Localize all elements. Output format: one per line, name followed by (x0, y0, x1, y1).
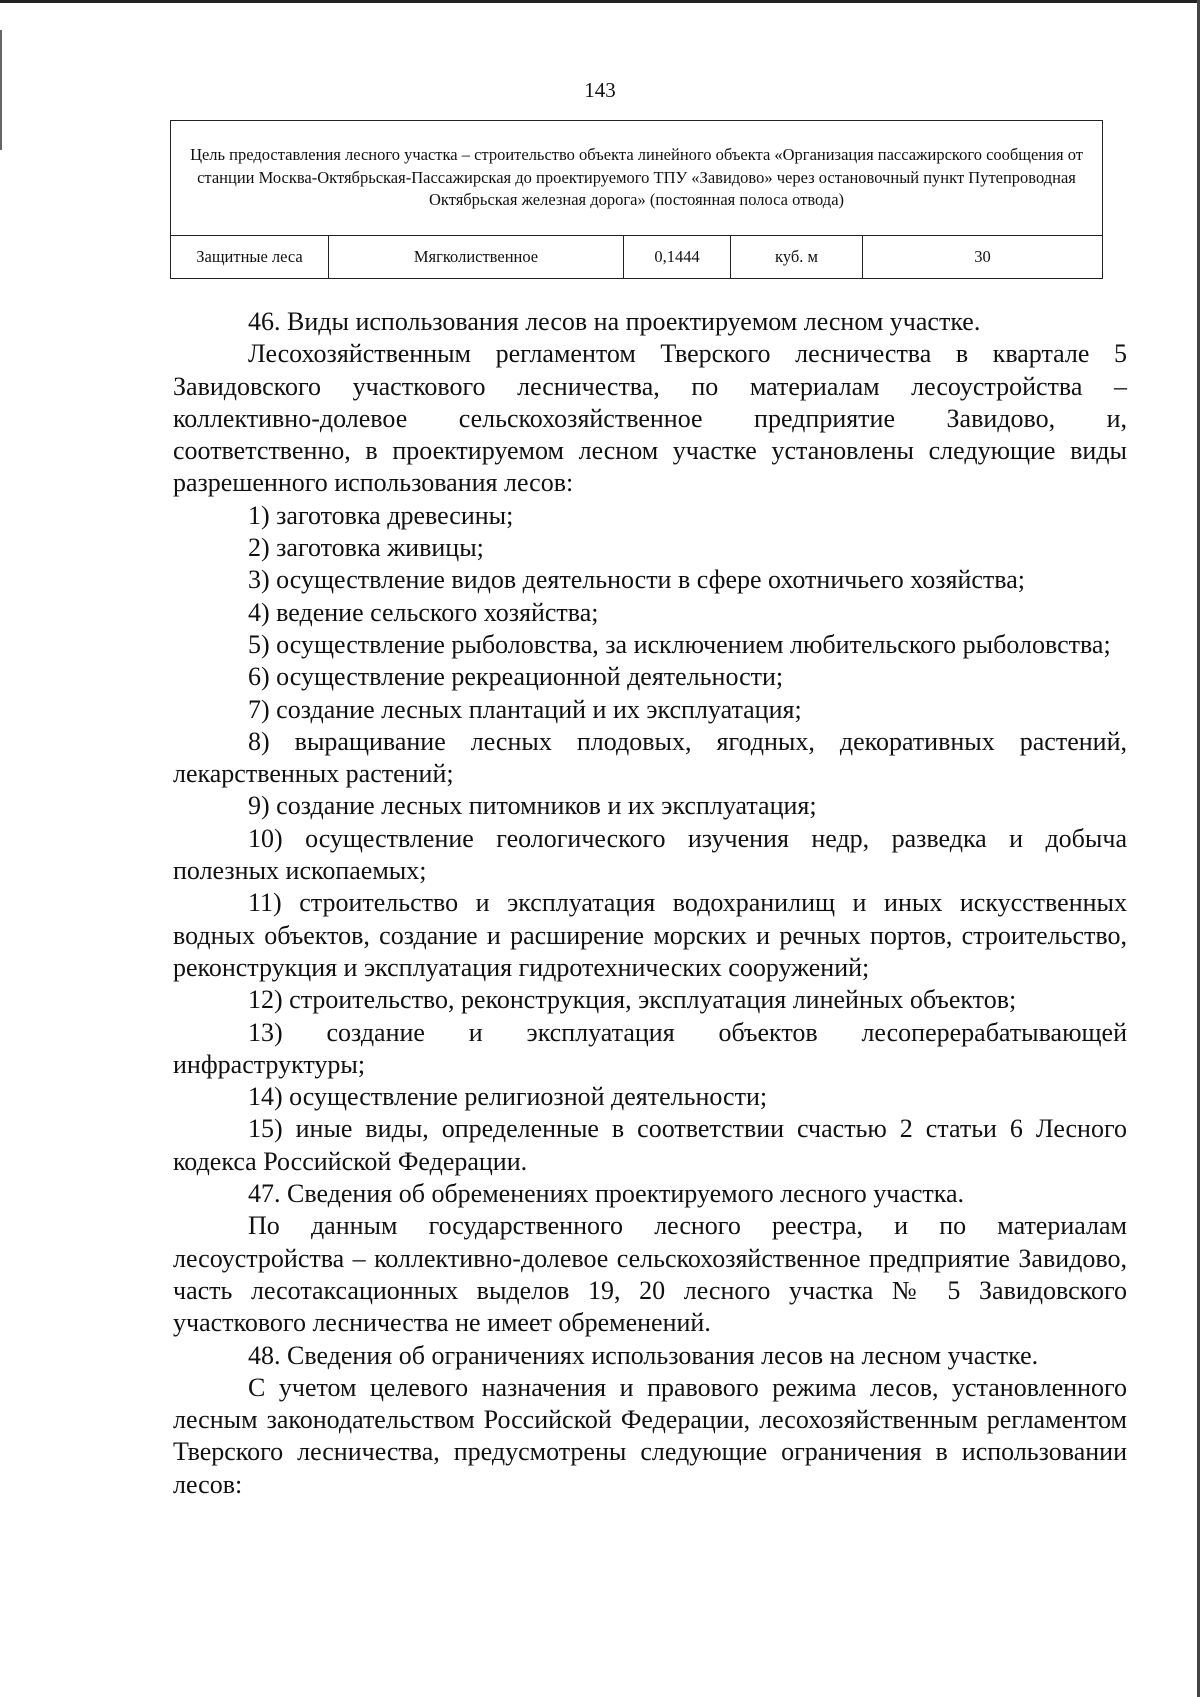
list-item: 12) строительство, реконструкция, эксплуатация линейных объектов; (248, 985, 1017, 1015)
volume-cell: 0,1444 (624, 236, 731, 279)
list-item: 2) заготовка живицы; (248, 533, 484, 563)
list-item: 4) ведение сельского хозяйства; (248, 597, 599, 627)
table-row (171, 236, 1103, 279)
list-item: 6) осуществление рекреационной деятельности; (248, 662, 784, 692)
document-body (173, 306, 1127, 1501)
unit-cell: куб. м (731, 236, 863, 279)
page-border-top (0, 0, 1200, 3)
page-number: 143 (584, 78, 616, 102)
paragraph: С учетом целевого назначения и правового режима лесов, установленного лесным законодательством Российской Федерации, лесохозяйственным регламентом Тверского лесничества, предусмотрены следующие ограничения в использовании лесов: (173, 1372, 1127, 1499)
list-item: 1) заготовка древесины; (248, 500, 514, 530)
species-cell: Мягколиственное (329, 236, 624, 279)
list-item: 8) выращивание лесных плодовых, ягодных, декоративных растений, лекарственных растений; (173, 726, 1127, 789)
forest-info-table (170, 120, 1103, 279)
section-heading-48: 48. Сведения об ограничениях использования лесов на лесном участке. (248, 1340, 1039, 1370)
table-purpose-cell: Цель предоставления лесного участка – строительство объекта линейного объекта «Организация пассажирского сообщения от станции Москва-Октябрьская-Пассажирская до проектируемого ТПУ «Завидово» через остановочный пункт Путепроводная Октябрьская железная дорога» (постоянная полоса отвода) (171, 121, 1103, 236)
list-item: 15) иные виды, определенные в соответствии счастью 2 статьи 6 Лесного кодекса Российской Федерации. (173, 1114, 1127, 1176)
forest-category-cell: Защитные леса (171, 236, 329, 279)
paragraph: По данным государственного лесного реестра, и по материалам лесоустройства – коллективно-долевое сельскохозяйственное предприятие Завидово, часть лесотаксационных выделов 19, 20 лесного участка № 5 Завидовского участкового лесничества не имеет обременений. (173, 1211, 1127, 1338)
list-item: 11) строительство и эксплуатация водохранилищ и иных искусственных водных объектов, создание и расширение морских и речных портов, строительство, реконструкция и эксплуатация гидротехнических сооружений; (173, 888, 1127, 982)
list-item: 7) создание лесных плантаций и их эксплуатация; (248, 694, 802, 724)
list-item: 9) создание лесных питомников и их эксплуатация; (248, 791, 817, 821)
list-item: 5) осуществление рыболовства, за исключением любительского рыболовства; (248, 629, 1111, 659)
list-item: 13) создание и эксплуатация объектов лесоперерабатывающей инфраструктуры; (173, 1017, 1127, 1079)
paragraph: Лесохозяйственным регламентом Тверского лесничества в квартале 5 Завидовского участкового лесничества, по материалам лесоустройства – коллективно-долевое сельскохозяйственное предприятие Завидово, и, соответственно, в проектируемом лесном участке установлены следующие виды разрешенного использования лесов: (173, 339, 1127, 498)
list-item: 14) осуществление религиозной деятельности; (248, 1082, 768, 1112)
value-cell: 30 (863, 236, 1103, 279)
list-item: 10) осуществление геологического изучения недр, разведка и добыча полезных ископаемых; (173, 823, 1127, 886)
section-heading-47: 47. Сведения об обременениях проектируемого лесного участка. (248, 1179, 965, 1209)
list-item: 3) осуществление видов деятельности в сфере охотничьего хозяйства; (248, 565, 1025, 595)
section-heading-46: 46. Виды использования лесов на проектируемом лесном участке. (248, 307, 981, 336)
